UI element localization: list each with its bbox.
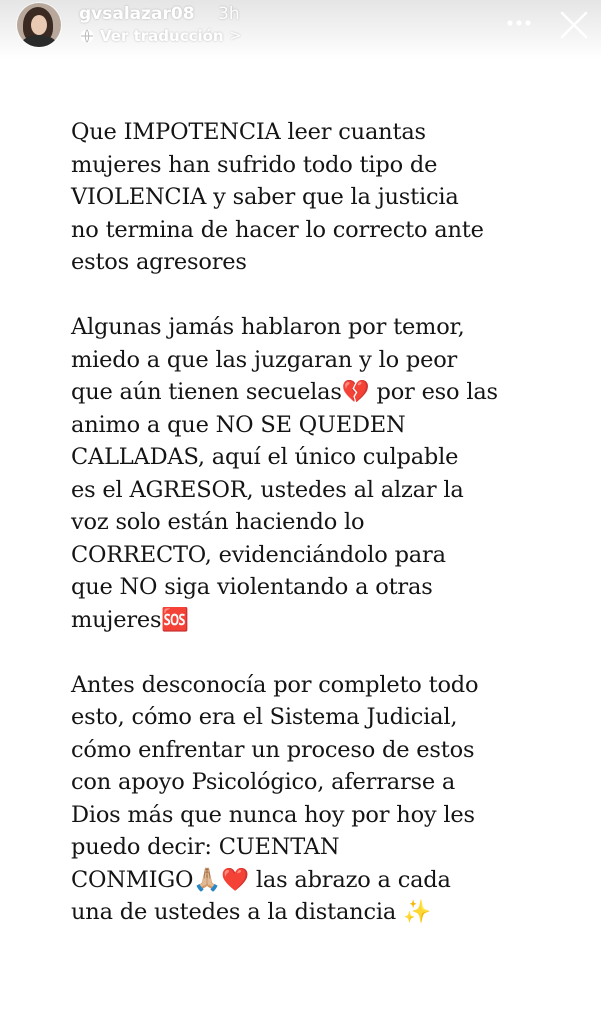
avatar-face xyxy=(31,15,47,35)
text-line: estos agresores xyxy=(71,249,247,275)
translate-button[interactable] xyxy=(80,26,241,46)
text-line: VIOLENCIA y saber que la justicia xyxy=(71,184,459,210)
text-line: Que IMPOTENCIA leer cuantas xyxy=(71,119,426,145)
text-line: puedo decir: CUENTAN xyxy=(71,834,340,860)
text-line: mujeres han sufrido todo tipo de xyxy=(71,151,438,178)
text-line: no termina de hacer lo correcto ante xyxy=(71,216,484,243)
username[interactable]: gvsalazar08 xyxy=(79,4,195,24)
more-options-icon[interactable] xyxy=(506,10,532,36)
text-line: que aún tienen secuelas💔 por eso las xyxy=(71,379,498,405)
story-paragraph-1 xyxy=(71,116,561,279)
post-time: 3h xyxy=(218,4,240,24)
text-line: cómo enfrentar un proceso de estos xyxy=(71,736,475,763)
story-text xyxy=(71,116,561,961)
text-line: mujeres🆘 xyxy=(71,606,190,633)
text-line: esto, cómo era el Sistema Judicial, xyxy=(71,704,458,730)
avatar[interactable] xyxy=(17,3,61,47)
text-line: Algunas jamás hablaron por temor, xyxy=(71,314,465,340)
close-icon[interactable] xyxy=(559,10,589,40)
story-paragraph-3 xyxy=(71,669,561,929)
text-line: Antes desconocía por completo todo xyxy=(71,671,479,698)
text-line: CORRECTO, evidenciándolo para xyxy=(71,541,446,568)
text-line: CONMIGO🙏🏼❤️ las abrazo a cada xyxy=(71,866,451,893)
text-line: voz solo están haciendo lo xyxy=(71,509,365,535)
chevron-right-icon: > xyxy=(229,28,242,44)
globe-icon xyxy=(80,29,94,43)
text-line: una de ustedes a la distancia ✨ xyxy=(71,899,431,925)
translate-label: Ver traducción xyxy=(100,27,224,45)
text-line: que NO siga violentando a otras xyxy=(71,574,433,600)
text-line: es el AGRESOR, ustedes al alzar la xyxy=(71,476,464,503)
avatar-shoulder xyxy=(21,35,57,47)
story-paragraph-2 xyxy=(71,311,561,636)
text-line: miedo a que las juzgaran y lo peor xyxy=(71,346,458,373)
text-line: CALLADAS, aquí el único culpable xyxy=(71,444,459,470)
story-header xyxy=(0,0,601,60)
text-line: Dios más que nunca hoy por hoy les xyxy=(71,801,475,828)
text-line: con apoyo Psicológico, aferrarse a xyxy=(71,769,456,795)
text-line: animo a que NO SE QUEDEN xyxy=(71,411,406,438)
